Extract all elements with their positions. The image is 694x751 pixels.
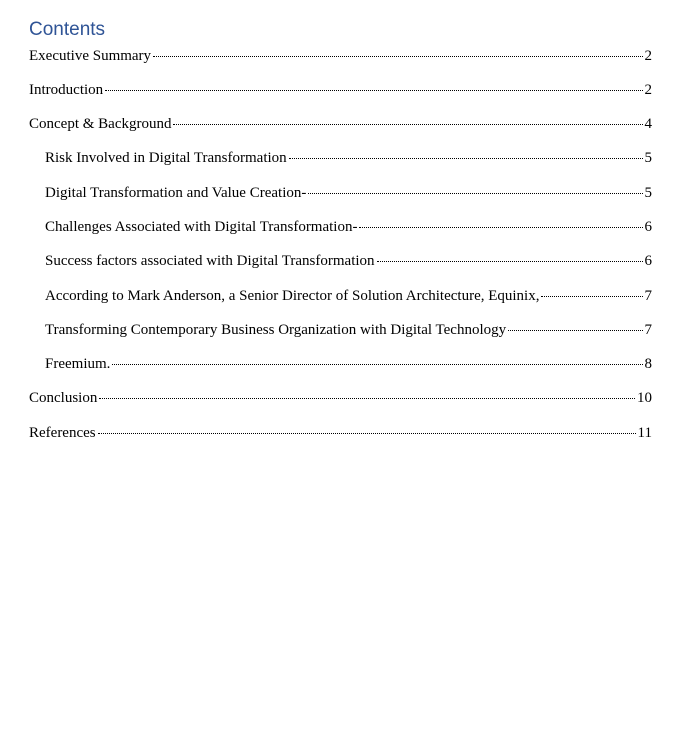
toc-entry-label: Challenges Associated with Digital Transformation- (45, 219, 358, 235)
toc-entry-label: Transforming Contemporary Business Organization with Digital Technology (45, 322, 507, 338)
dot-leader (153, 56, 642, 57)
toc-entry[interactable] (0, 183, 652, 203)
toc-entry[interactable] (0, 423, 652, 443)
toc-entry-page: 6 (644, 253, 652, 269)
toc-entry-page: 8 (644, 356, 652, 372)
toc-entry-label: Introduction (29, 82, 104, 98)
toc-entry-label: Freemium. (45, 356, 111, 372)
toc-entry[interactable] (0, 251, 652, 271)
dot-leader (508, 330, 642, 331)
dot-leader (308, 193, 642, 194)
toc-entry[interactable] (0, 114, 652, 134)
toc-entry-label: Executive Summary (29, 48, 152, 64)
toc-entry-label: References (29, 425, 96, 441)
toc-entry-page: 5 (644, 150, 652, 166)
dot-leader (98, 433, 636, 434)
toc-entry-page: 7 (644, 322, 652, 338)
toc-entry[interactable] (0, 286, 652, 306)
toc-entry-label: Conclusion (29, 390, 98, 406)
dot-leader (289, 158, 643, 159)
dot-leader (377, 261, 643, 262)
dot-leader (112, 364, 642, 365)
dot-leader (173, 124, 642, 125)
toc-entry-label: Success factors associated with Digital Transformation (45, 253, 375, 269)
toc-entry-page: 5 (644, 185, 652, 201)
dot-leader (99, 398, 635, 399)
toc-title: Contents (29, 19, 106, 40)
toc-entry-page: 11 (637, 425, 652, 441)
toc-entry[interactable] (0, 320, 652, 340)
dot-leader (105, 90, 642, 91)
toc-entry-page: 2 (644, 82, 652, 98)
toc-entry[interactable] (0, 80, 652, 100)
toc-entry[interactable] (0, 354, 652, 374)
dot-leader (359, 227, 642, 228)
toc-entry[interactable] (0, 46, 652, 66)
toc-entry-page: 10 (637, 390, 652, 406)
toc-entry[interactable] (0, 217, 652, 237)
toc-entry-page: 4 (644, 116, 652, 132)
toc-entry-label: Digital Transformation and Value Creation- (45, 185, 307, 201)
toc-entry-label: According to Mark Anderson, a Senior Director of Solution Architecture, Equinix, (45, 288, 540, 304)
dot-leader (541, 296, 642, 297)
toc-entry-page: 7 (644, 288, 652, 304)
toc-entry-label: Concept & Background (29, 116, 172, 132)
toc-entry[interactable] (0, 148, 652, 168)
toc-entry-page: 6 (644, 219, 652, 235)
toc-entry[interactable] (0, 388, 652, 408)
toc-entry-page: 2 (644, 48, 652, 64)
toc-entry-label: Risk Involved in Digital Transformation (45, 150, 287, 166)
